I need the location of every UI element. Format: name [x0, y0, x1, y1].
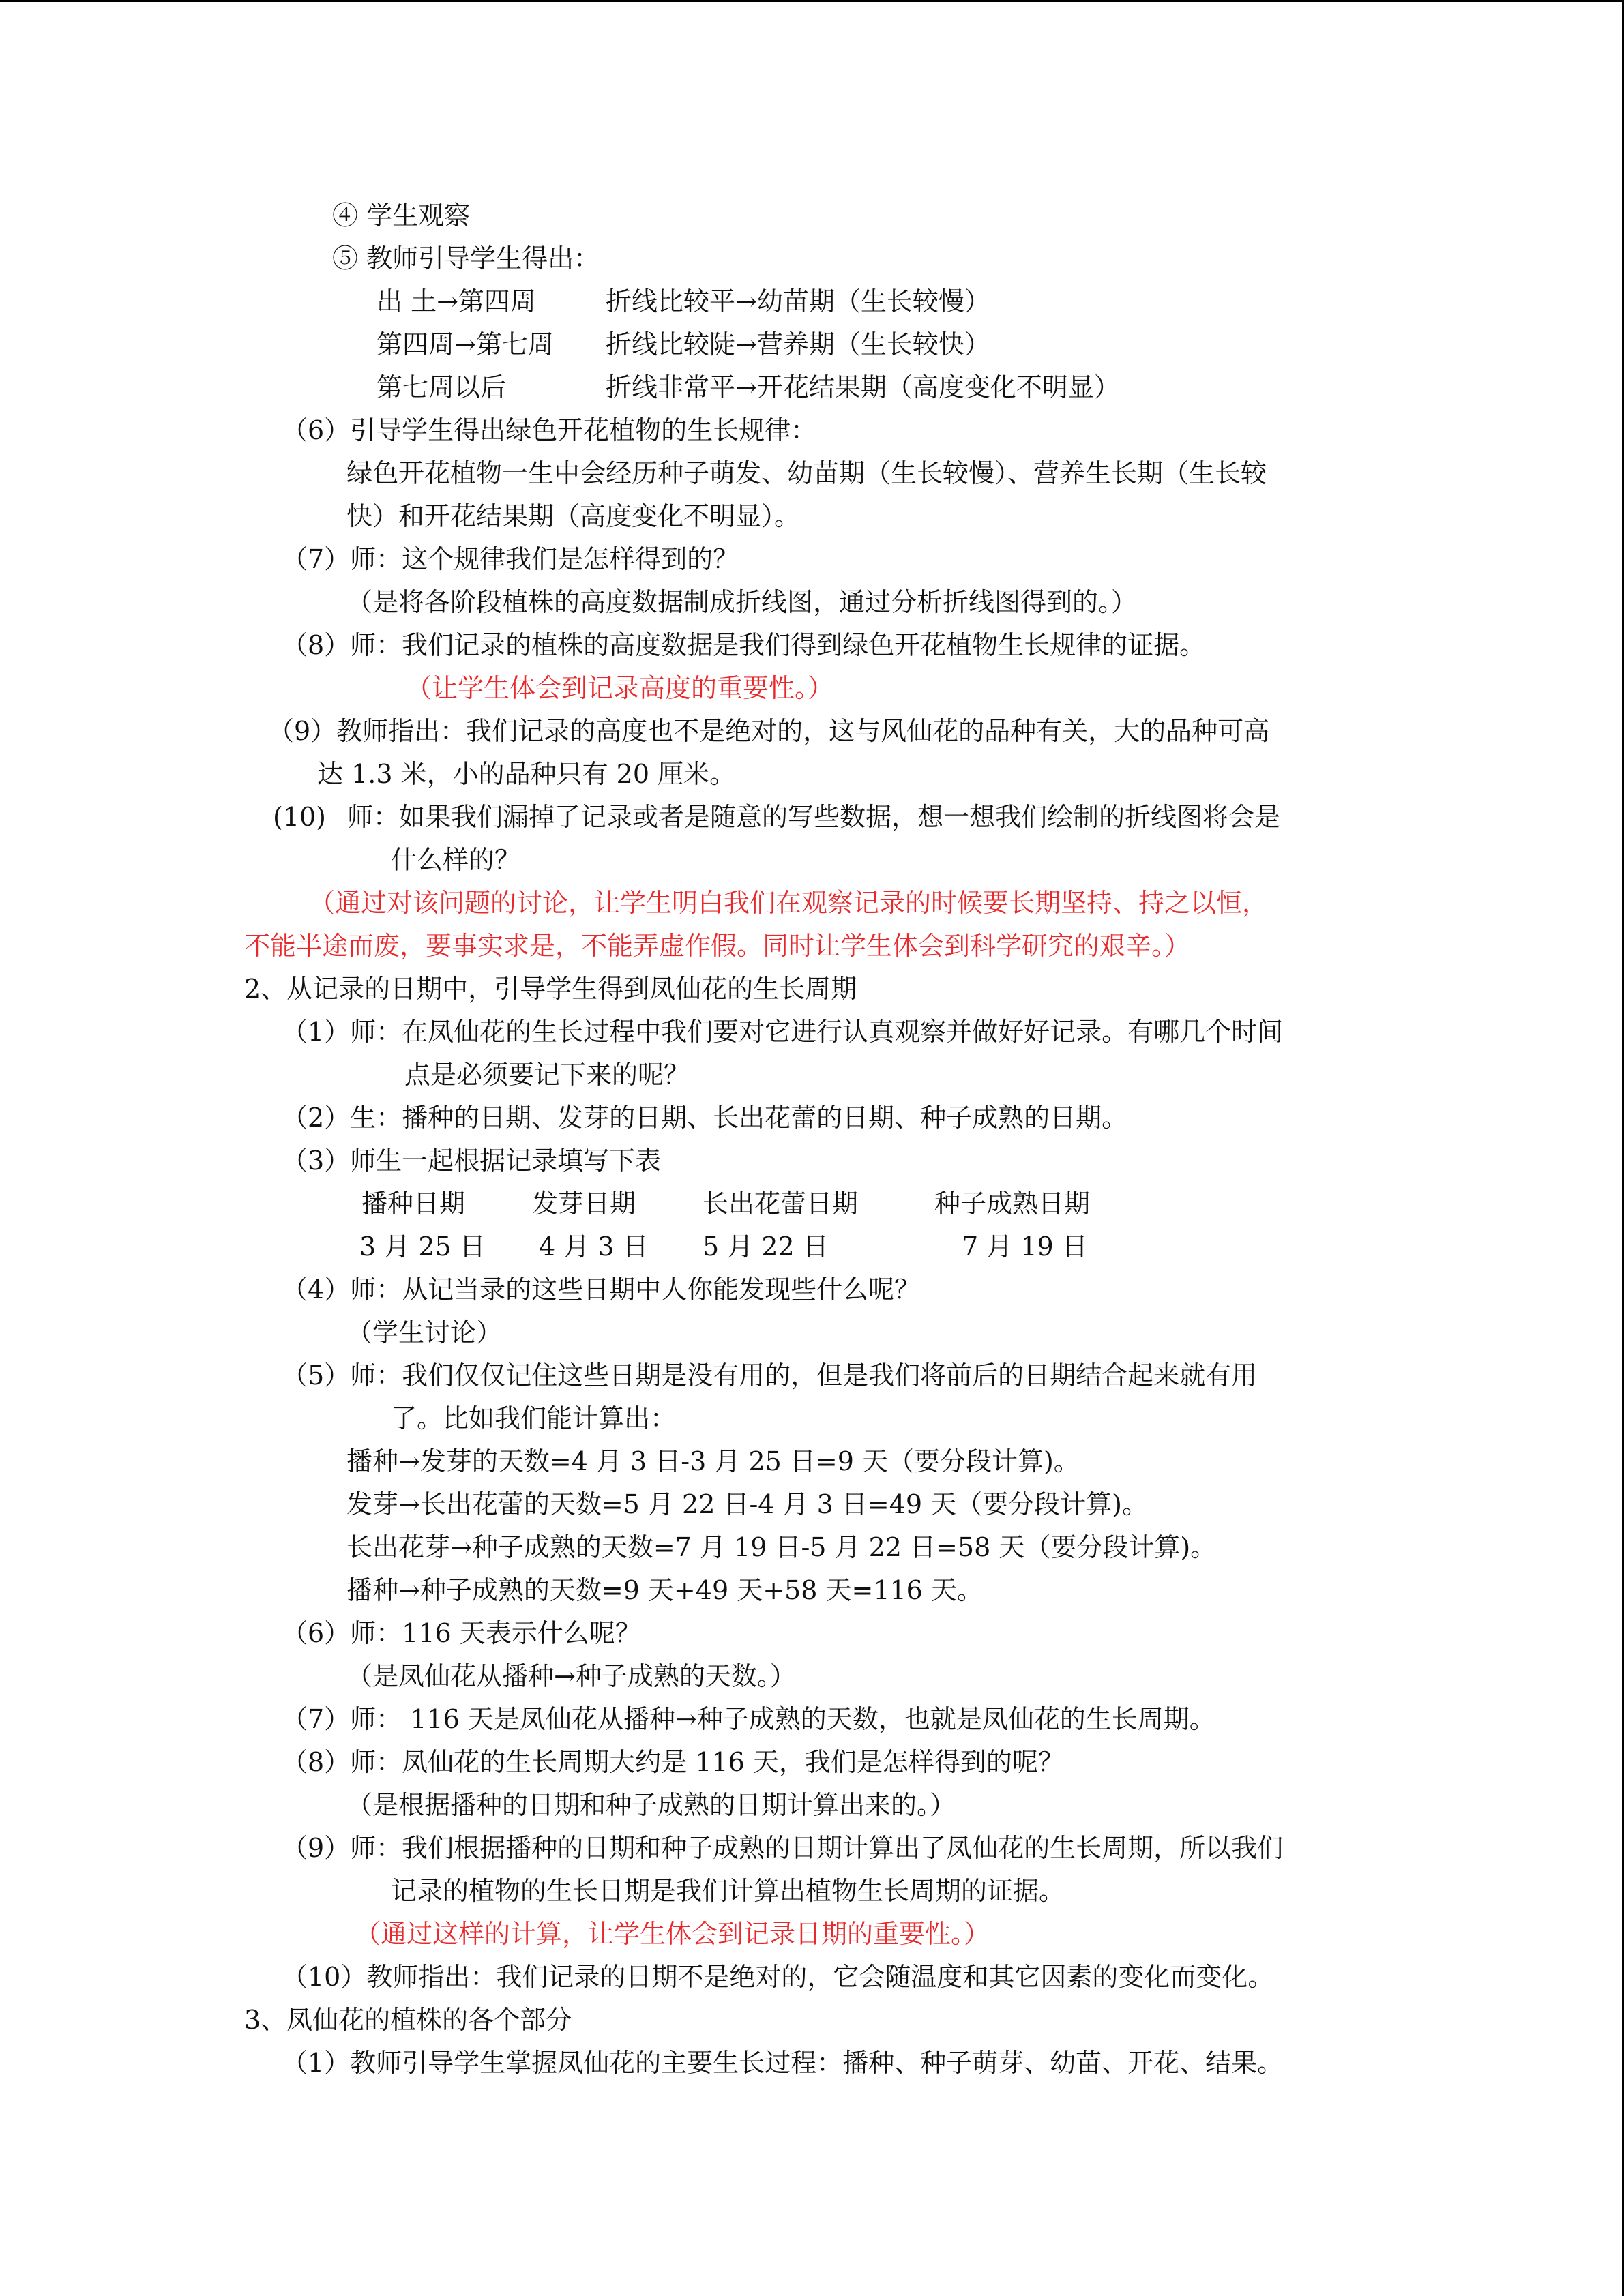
date-table-cell: 3 月 25 日: [359, 1232, 486, 1262]
section-2-heading: 2、从记录的日期中，引导学生得到凤仙花的生长周期: [244, 974, 857, 1004]
date-table-cell: 5 月 22 日: [703, 1232, 829, 1262]
s2-item-6: （6）师：116 天表示什么呢？: [282, 1618, 641, 1648]
note-height-importance: （让学生体会到记录高度的重要性。）: [406, 673, 834, 703]
calc-line-2: 发芽→长出花蕾的天数=5 月 22 日-4 月 3 日=49 天（要分段计算)。: [346, 1489, 1148, 1519]
s2-item-5-line-2: 了。比如我们能计算出：: [391, 1403, 677, 1433]
s2-item-9-line-2: 记录的植物的生长日期是我们计算出植物生长周期的证据。: [391, 1876, 1065, 1906]
calc-line-1: 播种→发芽的天数=4 月 3 日-3 月 25 日=9 天（要分段计算)。: [346, 1446, 1080, 1476]
note-date-importance: （通过这样的计算，让学生体会到记录日期的重要性。）: [355, 1919, 990, 1949]
date-table-cell: 7 月 19 日: [962, 1232, 1088, 1262]
s2-item-5-line-1: （5）师：我们仅仅记住这些日期是没有用的，但是我们将前后的日期结合起来就有用: [282, 1360, 1258, 1390]
s2-item-1-line-2: 点是必须要记下来的呢？: [404, 1060, 690, 1090]
stage-period-3: 第七周以后: [377, 372, 507, 402]
s2-item-4: （4）师：从记当录的这些日期中人你能发现些什么呢？: [282, 1274, 921, 1304]
calc-line-4: 播种→种子成熟的天数=9 天+49 天+58 天=116 天。: [346, 1575, 983, 1605]
note-discussion-line-2: 不能半途而废，要事实求是，不能弄虚作假。同时让学生体会到科学研究的艰辛。）: [244, 931, 1191, 961]
item-9-line-1: （9）教师指出：我们记录的高度也不是绝对的，这与风仙花的品种有关，大的品种可高: [268, 716, 1270, 746]
s2-item-8: （8）师：凤仙花的生长周期大约是 116 天，我们是怎样得到的呢？: [282, 1747, 1064, 1777]
date-table-cell: 4 月 3 日: [539, 1232, 649, 1262]
stage-desc-3: 折线非常平→开花结果期（高度变化不明显）: [606, 372, 1120, 402]
date-table-header: 发芽日期: [532, 1189, 636, 1219]
item-9-line-2: 达 1.3 米，小的品种只有 20 厘米。: [317, 759, 736, 789]
page-border-top: [0, 0, 1624, 2]
item-8-statement: （8）师：我们记录的植株的高度数据是我们得到绿色开花植物生长规律的证据。: [282, 630, 1206, 660]
item-10-line-1: 师：如果我们漏掉了记录或者是随意的写些数据，想一想我们绘制的折线图将会是: [347, 802, 1281, 832]
s2-item-1-line-1: （1）师：在凤仙花的生长过程中我们要对它进行认真观察并做好好记录。有哪几个时间: [282, 1017, 1284, 1047]
calc-line-3: 长出花芽→种子成熟的天数=7 月 19 日-5 月 22 日=58 天（要分段计算)。: [346, 1532, 1217, 1562]
stage-desc-1: 折线比较平→幼苗期（生长较慢）: [606, 286, 990, 316]
item-6-heading: （6）引导学生得出绿色开花植物的生长规律：: [282, 415, 817, 445]
s2-item-8-answer: （是根据播种的日期和种子成熟的日期计算出来的。）: [346, 1790, 956, 1820]
growth-rule-line-2: 快）和开花结果期（高度变化不明显）。: [346, 501, 801, 531]
s3-item-1: （1）教师引导学生掌握凤仙花的主要生长过程：播种、种子萌芽、幼苗、开花、结果。: [282, 2048, 1284, 2078]
item-7-answer: （是将各阶段植株的高度数据制成折线图，通过分析折线图得到的。）: [346, 587, 1138, 617]
s2-item-3: （3）师生一起根据记录填写下表: [282, 1146, 662, 1176]
s2-item-9-line-1: （9）师：我们根据播种的日期和种子成熟的日期计算出了凤仙花的生长周期，所以我们: [282, 1833, 1284, 1863]
s2-item-7: （7）师： 116 天是凤仙花从播种→种子成熟的天数，也就是凤仙花的生长周期。: [282, 1704, 1215, 1734]
growth-rule-line-1: 绿色开花植物一生中会经历种子萌发、幼苗期（生长较慢）、营养生长期（生长较: [346, 458, 1267, 488]
item-10-line-2: 什么样的？: [391, 845, 521, 875]
stage-period-1: 出 土→第四周: [377, 286, 536, 316]
step-4-student-observe: ④ 学生观察: [332, 200, 471, 230]
section-3-heading: 3、凤仙花的植株的各个部分: [244, 2005, 572, 2035]
s2-item-6-answer: （是凤仙花从播种→种子成熟的天数。）: [346, 1661, 796, 1691]
stage-period-2: 第四周→第七周: [377, 329, 554, 359]
item-7-question: （7）师：这个规律我们是怎样得到的？: [282, 544, 739, 574]
stage-desc-2: 折线比较陡→营养期（生长较快）: [606, 329, 990, 359]
s2-item-10: （10）教师指出：我们记录的日期不是绝对的，它会随温度和其它因素的变化而变化。: [282, 1962, 1274, 1992]
date-table-header: 种子成熟日期: [934, 1189, 1091, 1219]
date-table-header: 长出花蕾日期: [703, 1189, 859, 1219]
step-5-teacher-guide: ⑤ 教师引导学生得出：: [332, 243, 600, 273]
s2-item-2: （2）生：播种的日期、发芽的日期、长出花蕾的日期、种子成熟的日期。: [282, 1103, 1128, 1133]
note-discussion-line-1: （通过对该问题的讨论，让学生明白我们在观察记录的时候要长期坚持、持之以恒，: [309, 888, 1269, 918]
s2-item-4-answer: （学生讨论）: [346, 1317, 503, 1347]
item-10-number: (10): [273, 802, 327, 832]
date-table-header: 播种日期: [361, 1189, 466, 1219]
